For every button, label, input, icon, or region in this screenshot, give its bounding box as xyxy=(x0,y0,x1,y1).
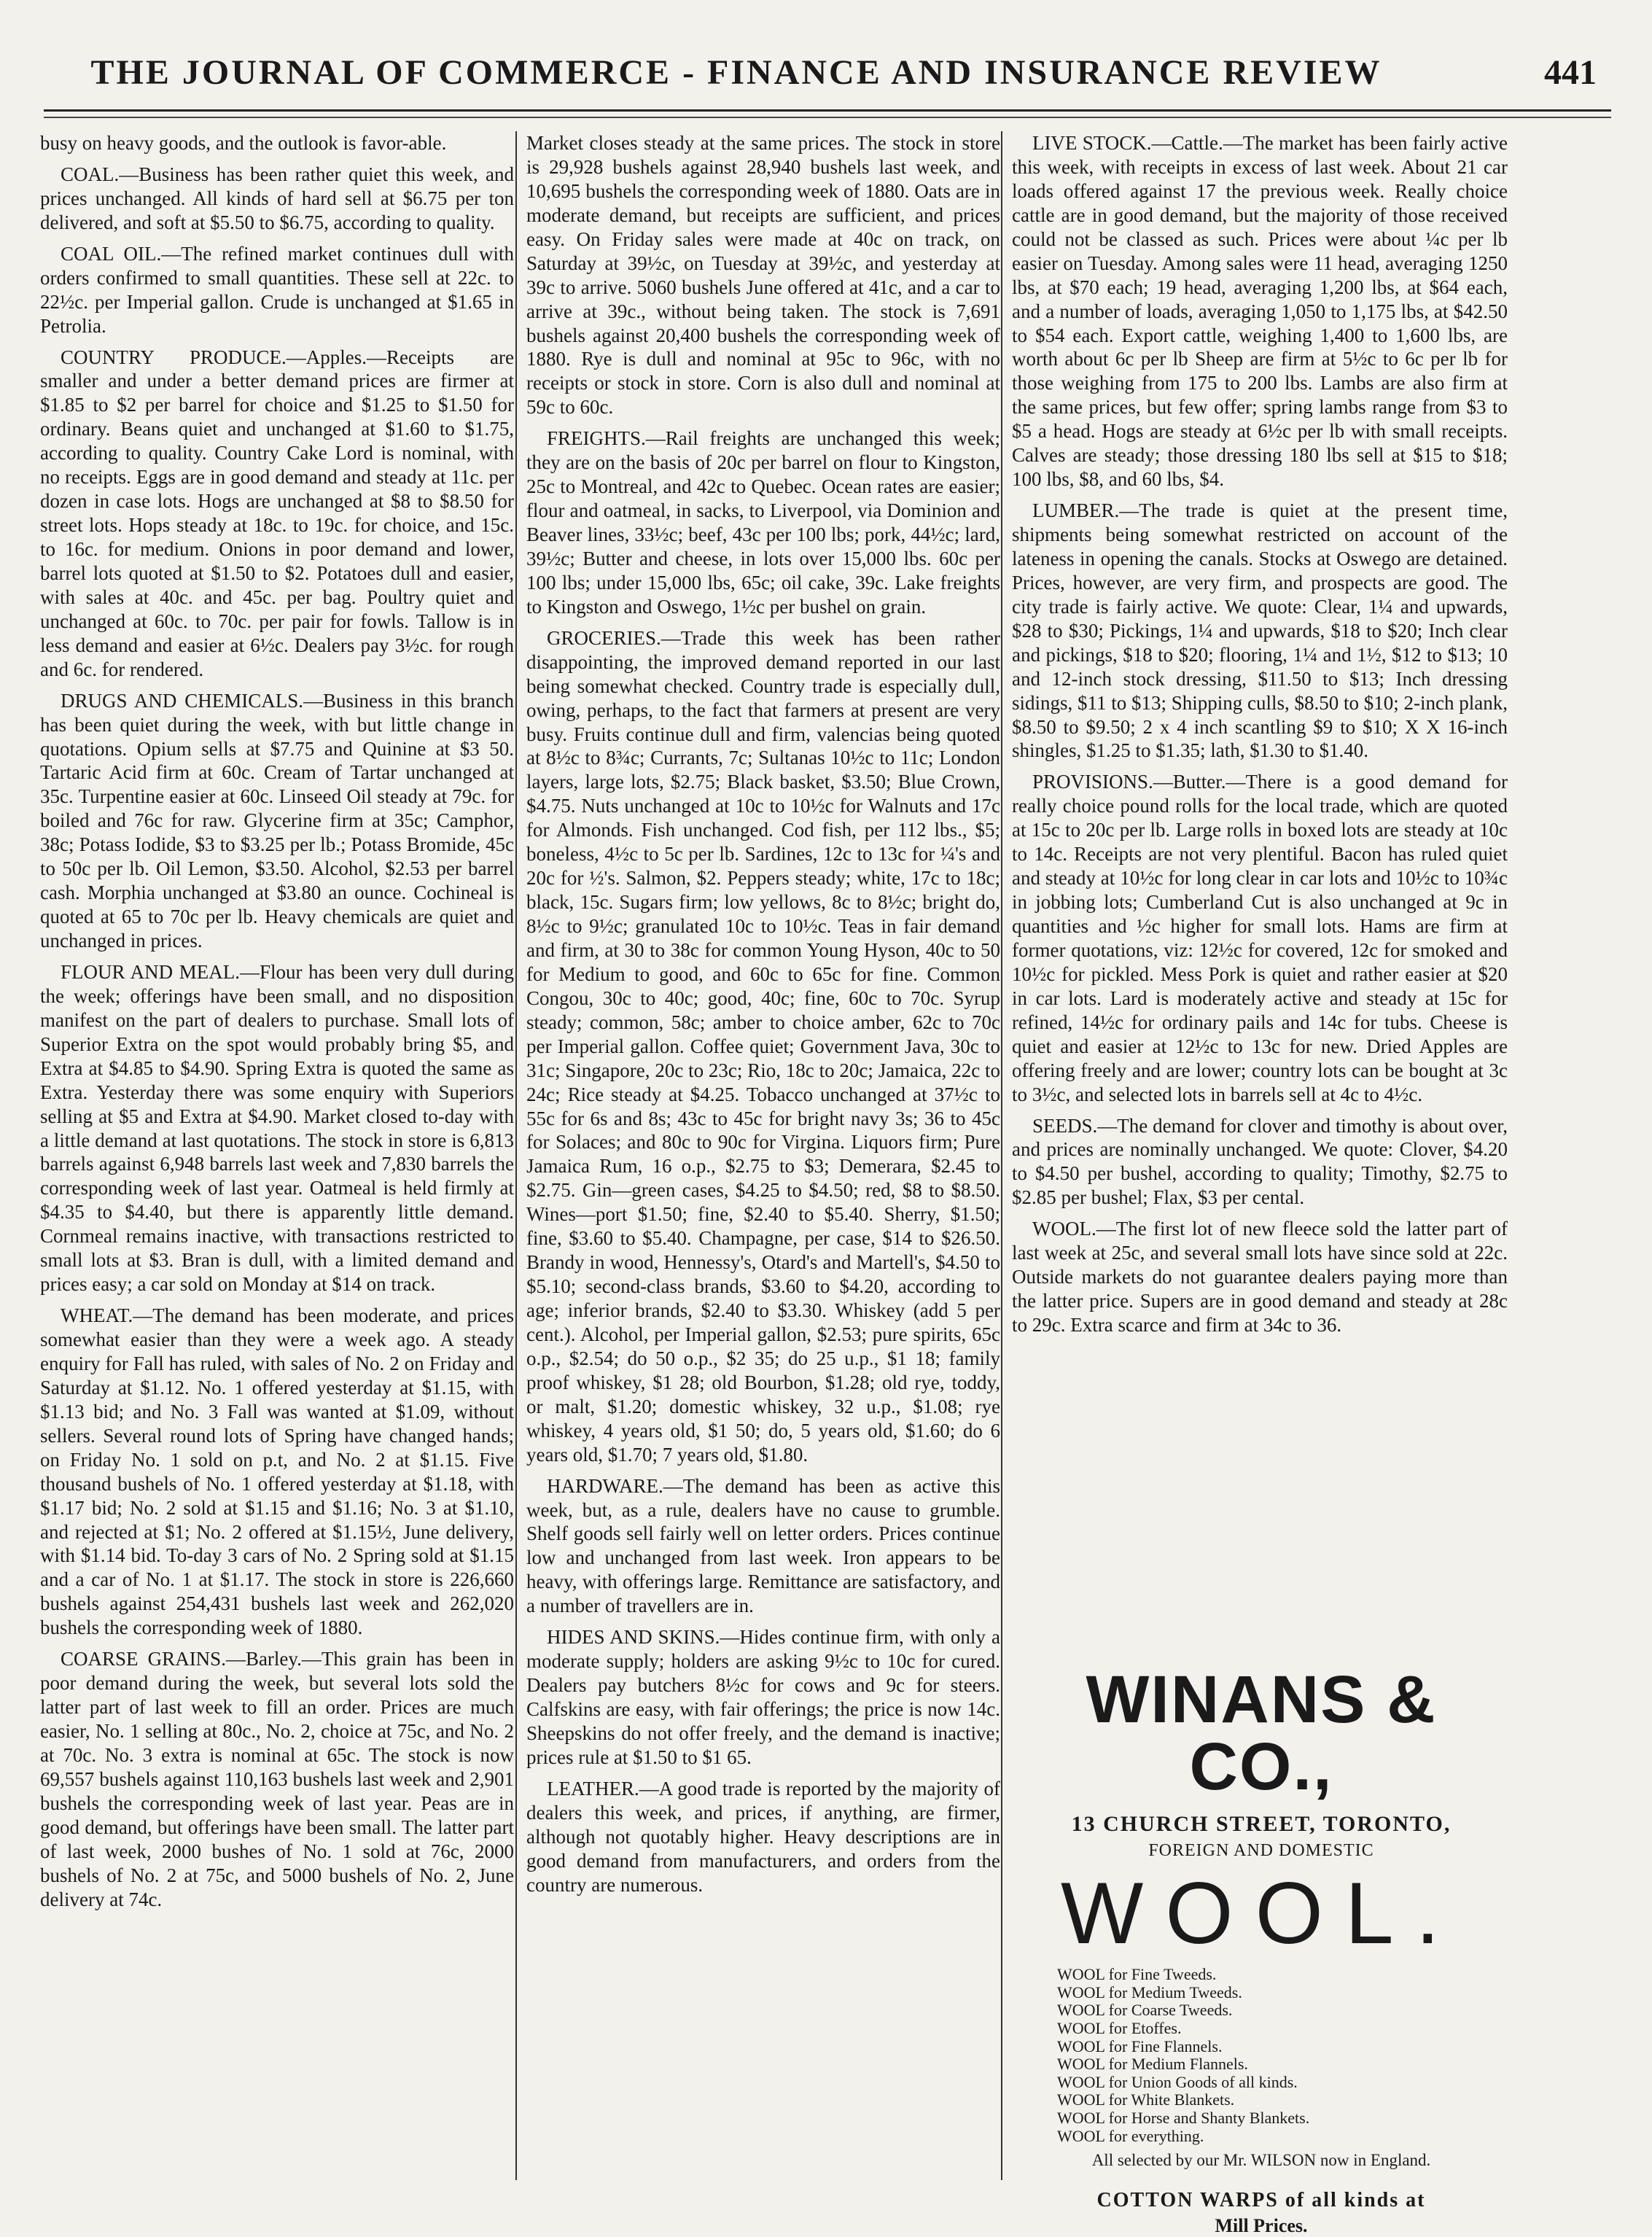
list-item: WOOL for Coarse Tweeds. xyxy=(1057,2001,1233,2020)
journal-title: THE JOURNAL OF COMMERCE - FINANCE AND INSURANCE REVIEW xyxy=(90,53,1382,92)
ad-wool-list xyxy=(1057,1966,1495,2145)
paragraph-country-produce: COUNTRY PRODUCE.—Apples.—Receipts are smaller and under a better demand prices are firmer at $1.85 to $2 per barrel for choice and $1.25 to $1.50 for ordinary. Beans quiet and unchanged at $1.60 to $1.75, according to quality. Country Cake Lord is nominal, with no receipts. Eggs are in good demand and steady at 11c. per dozen in case lots. Hogs are unchanged at $8 to $8.50 for street lots. Hops steady at 18c. to 19c. for choice, and 15c. to 16c. for medium. Onions in poor demand and lower, barrel lots quoted at $1.50 to $2. Potatoes dull and easier, with sales at 40c. and 45c. per bag. Poultry quiet and unchanged at 60c. to 70c. per pair for fowls. Tallow is in less demand and easier at 6½c. Dealers pay 3½c. for rough and 6c. for rendered. xyxy=(40,346,514,680)
ad-cotton-warps: COTTON WARPS of all kinds at xyxy=(1096,2189,1426,2212)
paragraph-leather: LEATHER.—A good trade is reported by the majority of dealers this week, and prices, if anything, are firmer, although not quotably higher. Heavy descriptions are in good demand from manufacturers, and orders from the country are numerous. xyxy=(526,1777,1000,1896)
ad-wool-heading: WOOL. xyxy=(1060,1864,1462,1962)
header-rule xyxy=(44,109,1611,112)
paragraph-seeds: SEEDS.—The demand for clover and timothy is about over, and prices are nominally unchanged. We quote: Clover, $4.20 to $4.50 per bushel, according to quality; Timothy, $2.75 to $2.85 per bushel; Flax, $3 per cental. xyxy=(1012,1114,1508,1209)
column-middle xyxy=(526,131,1000,2192)
paragraph-hides-skins: HIDES AND SKINS.—Hides continue firm, with only a moderate supply; holders are asking 9½c to 10c for cured. Dealers pay butchers 8½c for cows and 9c for steers. Calfskins are easy, with fair offerings; the price is now 14c. Sheepskins do not offer freely, and the demand is inactive; prices rule at $1.50 to $1 65. xyxy=(526,1626,1000,1768)
list-item: WOOL for Union Goods of all kinds. xyxy=(1057,2072,1298,2091)
paragraph-coal: COAL.—Business has been rather quiet this week, and prices unchanged. All kinds of hard sell at $6.75 per ton delivered, and soft at $5.50 to $6.75, according to quality. xyxy=(40,163,514,233)
ad-address: 13 CHURCH STREET, TORONTO, xyxy=(1071,1812,1452,1836)
paragraph-groceries: GROCERIES.—Trade this week has been rather disappointing, the improved demand reported in our last being somewhat checked. Country trade is especially dull, owing, perhaps, to the fact that farmers at present are very busy. Fruits continue dull and firm, valencias being quoted at 8½c to 8¾c; Currants, 7c; Sultanas 10½c to 11c; London layers, large lots, $2.75; Black basket, $3.50; Blue Crown, $4.75. Nuts unchanged at 10c to 10½c for Walnuts and 17c for Almonds. Fish unchanged. Cod fish, per 112 lbs., $5; boneless, 4½c to 5c per lb. Sardines, 12c to 13c for ¼'s and 20c for ½'s. Salmon, $2. Peppers steady; white, 17c to 18c; black, 15c. Sugars firm; low yellows, 8c to 8½c; bright do, 8½c to 9½c; granulated 10c to 10½c. Teas in fair demand and firm, at 30 to 38c for common Young Hyson, 40c to 50 for Medium to good, and 60c to 65c for fine. Common Congou, 30c to 40c; good, 40c; fine, 60c to 70c. Syrup steady; common, 58c; amber to choice amber, 62c to 70c per Imperial gallon. Coffee quiet; Government Java, 30c to 31c; Singapore, 20c to 23c; Rio, 18c to 20c; Jamaica, 22c to 24c; Rice steady at $4.25. Tobacco unchanged at 37½c to 55c for 6s and 8s; 43c to 45c for bright navy 3s; 36 to 45c for Solaces; and 80c to 90c for Virgina. Liquors firm; Pure Jamaica Rum, 16 o.p., $2.75 to $3; Demerara, $2.45 to $2.75. Gin—green cases, $4.25 to $4.50; red, $8 to $8.50. Wines—port $1.50; fine, $2.40 to $5.40. Sherry, $1.50; fine, $3.60 to $5.40. Champagne, per case, $14 to $26.50. Brandy in wood, Hennessy's, Otard's and Martell's, $4.50 to $5.10; second-class brands, $3.60 to $4.20, according to age; inferior brands, $2.40 to $3.30. Whiskey (add 5 per cent.). Alcohol, per Imperial gallon, $2.53; pure spirits, 65c o.p., $2.54; do 50 o.p., $2 35; do 25 u.p., $1 18; family proof whiskey, $1 28; old Bourbon, $1.28; old rye, toddy, or malt, $1.20; domestic whiskey, 32 u.p., $1.08; rye whiskey, 4 years old, $1 50; do, 5 years old, $1.60; do 6 years old, $1.70; 7 years old, $1.80. xyxy=(526,626,1000,1466)
advertisement-winans xyxy=(1028,1662,1495,2237)
list-item: WOOL for Medium Flannels. xyxy=(1057,2055,1248,2074)
column-divider-left xyxy=(515,131,517,2180)
paragraph-live-stock: LIVE STOCK.—Cattle.—The market has been fairly active this week, with receipts in excess of last week. About 21 car loads offered against 17 the previous week. Really choice cattle are in good demand, but the majority of those received could not be classed as such. Prices were about ¼c per lb easier on Tuesday. Among sales were 11 head, averaging 1250 lbs, at $70 each; 19 head, averaging 1,200 lbs, at $64 each, and a number of loads, averaging 1,050 to 1,175 lbs, at $42.50 to $54 each. Export cattle, weighing 1,400 to 1,600 lbs, are worth about 6c per lb Sheep are firm at 5½c to 6c per lb for those weighing from 175 to 200 lbs. Lambs are also firm at the same prices, but few offer; spring lambs range from $3 to $5 a head. Hogs are steady at 6½c per lb with small receipts. Calves are steady; those dressing 180 lbs sell at $15 to $18; 100 lbs, $8, and 60 lbs, $4. xyxy=(1012,132,1508,491)
ad-note: All selected by our Mr. WILSON now in England. xyxy=(1091,2151,1431,2170)
paragraph-wool: WOOL.—The first lot of new fleece sold the latter part of last week at 25c, and several small lots have since sold at 22c. Outside markets do not guarantee dealers paying more than the latter price. Supers are in good demand and steady at 28c to 29c. Extra scarce and firm at 34c to 36. xyxy=(1012,1218,1508,1336)
paragraph: Market closes steady at the same prices. The stock in store is 29,928 bushels against 28,940 bushels last week, and 10,695 bushels the corresponding week of 1880. Oats are in moderate demand, but receipts are sufficient, and prices easy. On Friday sales were made at 40c on track, on Saturday at 39½c, on Tuesday at 39½c, and yesterday at 39c to arrive. 5060 bushels June offered at 41c, and a car to arrive at 39c., without being taken. The stock is 7,691 bushels against 20,400 bushels the corresponding week of 1880. Rye is dull and nominal at 95c to 96c, with no receipts or stock in store. Corn is also dull and nominal at 59c to 60c. xyxy=(526,132,1000,419)
paragraph-coarse-grains: COARSE GRAINS.—Barley.—This grain has been in poor demand during the week, but several lots sold the latter part of last week to fill an order. Prices are much easier, No. 1 selling at 80c., No. 2, choice at 75c, and No. 2 at 70c. No. 3 extra is nominal at 65c. The stock is now 69,557 bushels against 110,163 bushels last week and 2,901 bushels the corresponding week of last year. Peas are in good demand, but offerings have been small. The latter part of last week, 2000 bushes of No. 1 sold at 76c, 2000 bushels of No. 2 at 75c, and 5000 bushels of No. 2, June delivery at 74c. xyxy=(40,1648,514,1910)
paragraph-provisions: PROVISIONS.—Butter.—There is a good demand for really choice pound rolls for the local trade, which are quoted at 15c to 20c per lb. Large rolls in boxed lots are steady at 10c to 14c. Receipts are not very plentiful. Bacon has ruled quiet and steady at 10½c for long clear in car lots and 10½c to 10¾c in jobbing lots; Cumberland Cut is also unchanged at 9c in quantities and ½c higher for small lots. Hams are firm at former quotations, viz: 12½c for covered, 12c for smoked and 10½c for pickled. Mess Pork is quiet and rather easier at $20 in car lots. Lard is moderately active and steady at 15c for refined, 14½c for ordinary pails and 14c for tubs. Cheese is quiet and easier at 12½c to 13c for new. Dried Apples are offering freely and are lower; country lots can be bought at 3c to 3½c, and selected lots in barrels sell at 4c to 4½c. xyxy=(1012,771,1508,1105)
list-item: WOOL for everything. xyxy=(1057,2126,1204,2145)
paragraph-coal-oil: COAL OIL.—The refined market continues dull with orders confirmed to small quantities. These sell at 22c. to 22½c. per Imperial gallon. Crude is unchanged at $1.65 in Petrolia. xyxy=(40,242,514,337)
list-item: WOOL for Fine Tweeds. xyxy=(1057,1965,1217,1983)
column-left xyxy=(40,131,514,2192)
list-item: WOOL for Medium Tweeds. xyxy=(1057,1983,1242,2001)
column-divider-right xyxy=(1001,131,1002,2180)
paragraph-drugs-chemicals: DRUGS AND CHEMICALS.—Business in this branch has been quiet during the week, with but little change in quotations. Opium sells at $7.75 and Quinine at $3 50. Tartaric Acid firm at 60c. Cream of Tartar unchanged at 35c. Turpentine easier at 60c. Linseed Oil steady at 79c. for boiled and 76c for raw. Glycerine firm at 35c; Camphor, 38c; Potass Iodide, $3 to $3.25 per lb.; Potass Bromide, 45c to 50c per lb. Oil Lemon, $3.50. Alcohol, $2.53 per barrel cash. Morphia unchanged at $3.80 an ounce. Cochineal is quoted at 65 to 70c per lb. Heavy chemicals are quiet and unchanged in prices. xyxy=(40,689,514,952)
paragraph-hardware: HARDWARE.—The demand has been as active this week, but, as a rule, dealers have no cause to grumble. Shelf goods sell fairly well on letter orders. Prices continue low and unchanged from last week. Iron appears to be heavy, with offerings large. Remittance are satisfactory, and a number of travellers are in. xyxy=(526,1474,1000,1617)
paragraph-lumber: LUMBER.—The trade is quiet at the present time, shipments being somewhat restricted on account of the lateness in opening the canals. Stocks at Oswego are detained. Prices, however, are very firm, and prospects are good. The city trade is fairly active. We quote: Clear, 1¼ and upwards, $28 to $30; Pickings, 1¼ and upwards, $18 to $20; Inch clear and pickings, $18 to $20; flooring, 1¼ and 1½, $12 to $13; 10 and 12-inch stock dressing, $11.50 to $13; Inch dressing sidings, $11 to $13; Shipping culls, $8.50 to $10; 2-inch plank, $8.50 to $9.50; 2 x 4 inch scantling $9 to $10; X X 16-inch shingles, $1.25 to $1.35; lath, $1.30 to $1.40. xyxy=(1012,499,1508,762)
paragraph: busy on heavy goods, and the outlook is favor-able. xyxy=(40,132,447,154)
list-item: WOOL for Etoffes. xyxy=(1057,2018,1182,2037)
ad-mill-prices: Mill Prices. xyxy=(1215,2215,1308,2237)
list-item: WOOL for White Blankets. xyxy=(1057,2090,1235,2109)
page-number: 441 xyxy=(1544,53,1597,92)
page-header xyxy=(44,52,1611,104)
ad-brand: WINANS & CO., xyxy=(1086,1662,1437,1804)
paragraph-wheat: WHEAT.—The demand has been moderate, and prices somewhat easier than they were a week ago. A steady enquiry for Fall has ruled, with sales of No. 2 on Friday and Saturday at $1.12. No. 1 offered yesterday at $1.15, with $1.13 bid; and No. 3 Fall was wanted at $1.09, without sellers. Several round lots of Spring have changed hands; on Friday No. 1 sold on p.t, and No. 2 at $1.15. Five thousand bushels of No. 1 offered yesterday at $1.18, with $1.17 bid; No. 2 sold at $1.15 and $1.16; No. 3 at $1.10, and rejected at $1; No. 2 offered at $1.15½, June delivery, with $1.14 bid. To-day 3 cars of No. 2 Spring sold at $1.15 and a car of No. 1 at $1.17. The stock in store is 226,660 bushels against 254,431 bushels last week and 262,020 bushels the corresponding week of 1880. xyxy=(40,1304,514,1639)
paragraph-freights: FREIGHTS.—Rail freights are unchanged this week; they are on the basis of 20c per barrel on flour to Kingston, 25c to Montreal, and 42c to Quebec. Ocean rates are easier; flour and oatmeal, in sacks, to Liverpool, via Dominion and Beaver lines, 33½c; beef, 43c per 100 lbs; pork, 44½c; lard, 39½c; Butter and cheese, in lots over 15,000 lbs. 60c per 100 lbs; under 15,000 lbs, 65c; oil cake, 39c. Lake freights to Kingston and Oswego, 1½c per bushel on grain. xyxy=(526,427,1000,618)
paragraph-flour-meal: FLOUR AND MEAL.—Flour has been very dull during the week; offerings have been small, and no disposition manifest on the part of dealers to purchase. Small lots of Superior Extra on the spot would probably bring $5, and Extra at $4.85 to $4.90. Spring Extra is quoted the same as Extra. Yesterday there was some enquiry with Superiors selling at $5 and Extra at $4.90. Market closed to-day with a little demand at last quotations. The stock in store is 6,813 barrels against 6,948 barrels last week and 7,830 barrels the corresponding week of last year. Oatmeal is held firmly at $4.35 to $4.40, but there is apparently little demand. Cornmeal remains inactive, with transactions restricted to small lots at $3. Bran is dull, with a limited demand and prices easy; a car sold on Monday at $14 on track. xyxy=(40,960,514,1296)
header-rule-thin xyxy=(44,117,1611,118)
column-right xyxy=(1012,131,1508,1645)
ad-subtitle: FOREIGN AND DOMESTIC xyxy=(1148,1841,1374,1860)
list-item: WOOL for Horse and Shanty Blankets. xyxy=(1057,2109,1310,2127)
list-item: WOOL for Fine Flannels. xyxy=(1057,2036,1223,2055)
